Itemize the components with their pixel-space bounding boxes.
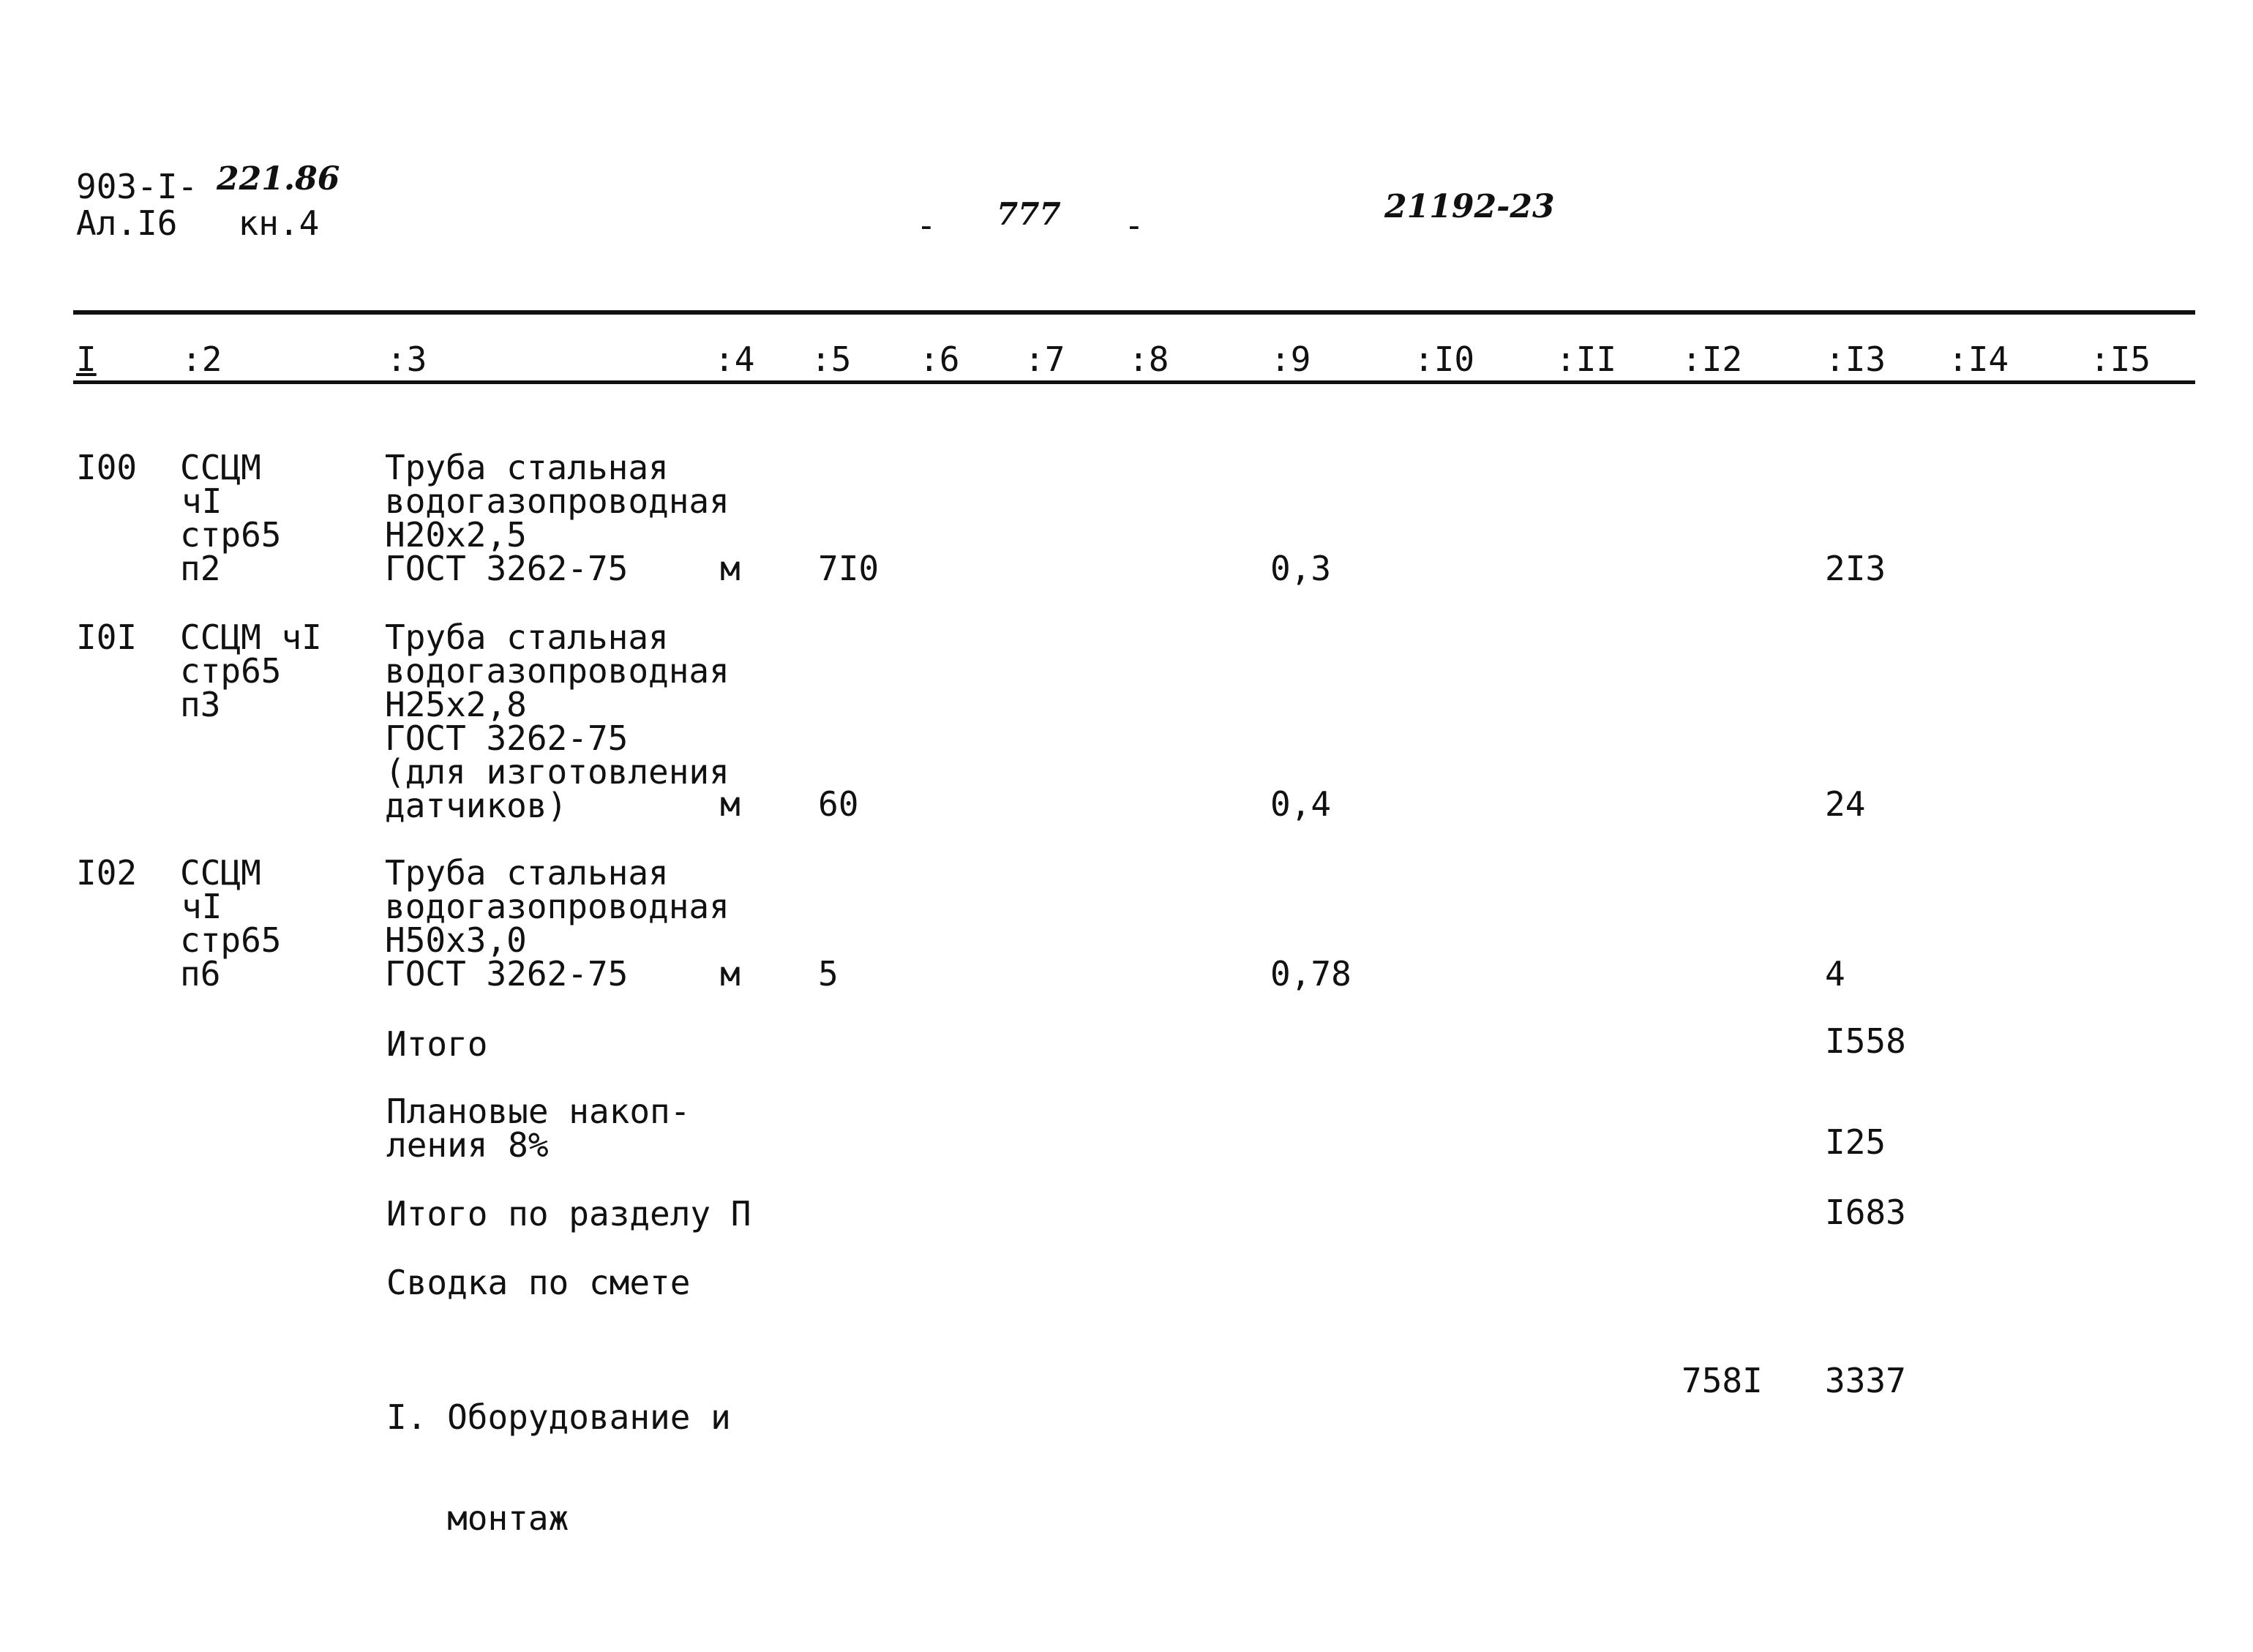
column-header-5: :5 (811, 339, 852, 379)
planned-accumulation-label: Плановые накоп- ления 8% (386, 1092, 691, 1165)
column-header-6: :6 (919, 339, 960, 379)
top-rule (73, 310, 2195, 315)
row-number: I02 (76, 853, 138, 893)
row-description: Труба стальная водогазопроводная Н50х3,0 ГОСТ 3262-75 (385, 853, 730, 994)
column-header-1: I (76, 339, 97, 379)
document-code: 21192-23 (1384, 188, 1555, 225)
column-header-14: :I4 (1948, 339, 2009, 379)
row-total: 4 (1825, 954, 1845, 994)
row-description: Труба стальная водогазопроводная Н25х2,8 ГОСТ 3262-75 (для изготовления датчиков) (385, 617, 730, 825)
row-unit: м (720, 954, 741, 994)
column-header-2: :2 (181, 339, 222, 379)
column-header-11: :II (1556, 339, 1617, 379)
header-bottom-rule (73, 380, 2195, 384)
section-total-label: Итого по разделу П (386, 1194, 751, 1234)
row-price: 0,4 (1270, 784, 1332, 824)
itogo-value: I558 (1825, 1021, 1906, 1061)
row-price: 0,78 (1270, 954, 1352, 994)
column-header-15: :I5 (2090, 339, 2151, 379)
row-code: ССЦМ чI стр65 п6 (180, 853, 282, 994)
column-header-12: :I2 (1682, 339, 1743, 379)
series-handwritten: 221.86 (217, 160, 340, 198)
series-number: 903-I- (76, 167, 198, 206)
row-description: Труба стальная водогазопроводная Н20х2,5 ГОСТ 3262-75 (385, 448, 730, 588)
equipment-col12-value: 758I (1682, 1361, 1763, 1400)
row-number: I00 (76, 448, 138, 487)
planned-accumulation-value: I25 (1825, 1122, 1886, 1162)
page-dash-right: - (1124, 206, 1144, 245)
row-code: ССЦМ чI стр65 п3 (180, 617, 322, 724)
column-header-10: :I0 (1414, 339, 1475, 379)
album-book: Ал.I6 кн.4 (76, 203, 320, 243)
page-dash-left: - (916, 206, 937, 245)
itogo-label: Итого (386, 1024, 488, 1064)
row-unit: м (720, 784, 741, 824)
section-total-value: I683 (1825, 1193, 1906, 1232)
column-header-8: :8 (1128, 339, 1169, 379)
estimate-summary-heading: Сводка по смете (386, 1263, 691, 1302)
equipment-col13-value: 3337 (1825, 1361, 1906, 1400)
equipment-label: I. Оборудование и монтаж (386, 1397, 731, 1538)
column-header-3: :3 (386, 339, 427, 379)
row-code: ССЦМ чI стр65 п2 (180, 448, 282, 588)
column-header-9: :9 (1270, 339, 1311, 379)
column-header-13: :I3 (1825, 339, 1886, 379)
row-quantity: 5 (818, 954, 839, 994)
page-number: 777 (997, 196, 1061, 232)
column-header-4: :4 (714, 339, 755, 379)
column-header-7: :7 (1024, 339, 1065, 379)
row-total: 24 (1825, 784, 1866, 824)
row-number: I0I (76, 617, 138, 657)
row-price: 0,3 (1270, 549, 1332, 588)
row-quantity: 7I0 (818, 549, 880, 588)
row-quantity: 60 (818, 784, 859, 824)
row-total: 2I3 (1825, 549, 1886, 588)
row-unit: м (720, 549, 741, 588)
